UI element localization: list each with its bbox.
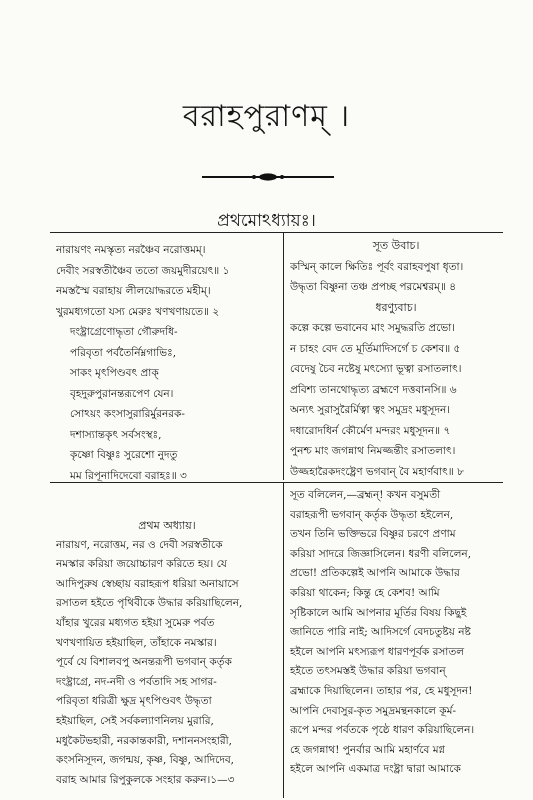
verse-line: উদ্ধৃতা বিষ্ণুনা তঞ্চ প্রপচ্ছ পরমেশ্বরম্॥ ৪ xyxy=(290,281,457,293)
prose-line: হে জগন্নাথ! পুনর্বার আমি মহার্ণবে মগ্ন xyxy=(290,743,445,756)
prose-line: প্রভো! প্রতিকল্পেই আপনি আমাকে উদ্ধার xyxy=(290,567,460,580)
verse-line: কস্মিন্ কালে ক্ষিতিঃ পূর্বং বরাহবপুষা ধৃতা। xyxy=(290,260,464,273)
verse-line: দেবীং সরস্বতীঞ্চৈব ততো জয়মুদীরয়েৎ॥ ১ xyxy=(56,264,230,277)
verse-line: সাকং মৃৎপিণ্ডবৎ প্রাক্ xyxy=(70,367,159,379)
top-rule xyxy=(50,232,503,233)
prose-line: তখন তিনি ভক্তিভরে বিষ্ণুর চরণে প্রণাম xyxy=(290,528,456,541)
prose-line: দংষ্ট্রাগ্রে, নদ-নদী ও পর্বতাদি সহ সাগর- xyxy=(56,675,217,688)
verse-line: নমস্তস্মৈ বরাহায় লীলয়োদ্ধরতে মহীম্। xyxy=(56,285,211,297)
verse-line: মম রিপূনাদিদেবো বরাহঃ॥ ৩ xyxy=(70,469,187,482)
verse-line: খুরমধ্যগতো যস্য মেরুঃ খণখণায়তে॥ ২ xyxy=(56,305,220,318)
prose-line: ব্রহ্মাকে দিয়াছিলেন। তাহার পর, হে মধুসূদন! xyxy=(290,684,473,697)
prose-line: নারায়ণ, নরোত্তম, নর ও দেবী সরস্বতীকে xyxy=(56,538,223,551)
verse-line: কৃষ্ণো বিষ্ণুঃ সুরেশো নুদতু xyxy=(70,449,178,461)
verse-line: পুনশ্চ মাং জগন্নাথ নিমজ্জন্তীং রসাতলাৎ। xyxy=(290,445,456,457)
verse-line: অন্যৎ সুরাসুরৈর্মিত্বা ত্বং সমুদ্রং মধুসূদন। xyxy=(290,404,451,416)
chapter-heading: প্রথমোঽধ্যায়ঃ। xyxy=(217,211,316,231)
prose-line: পরিবৃতা ধরিত্রী ক্ষুদ্র মৃৎপিণ্ডবৎ উদ্ধৃতা xyxy=(56,695,212,708)
prose-line: মধুকৈটভহারী, নরকান্তকারী, দশাননসংহারী, xyxy=(56,734,232,747)
verse-line: প্রবিশ্য তানথোদ্ধৃত্য ব্রহ্মণে দত্তবানসি॥ ৬ xyxy=(290,383,457,396)
prose-line: হইয়াছিল, সেই সর্বকল্যাণনিলয় মুরারি, xyxy=(56,714,214,727)
prose-line: রসাতল হইতে পৃথিবীকে উদ্ধার করিয়াছিলেন, xyxy=(56,597,243,610)
prose-line: করিয়া থাকেন; কিন্তু হে কেশব! আমি xyxy=(290,586,440,599)
column-divider-top xyxy=(283,232,284,480)
bengali-translation-right xyxy=(290,486,502,780)
prose-line: পূর্বে যে বিশালবপু অনন্তরূপী ভগবান্ কর্তৃক xyxy=(56,656,232,669)
prose-line: হইতে তৎসমস্তই উদ্ধার করিয়া ভগবান্ xyxy=(290,665,446,678)
bengali-translation-left xyxy=(56,516,278,790)
verse-line: বেদেষু চৈব নষ্টেষু মৎস্যো ভূত্বা রসাতলাৎ। xyxy=(290,363,462,375)
verse-line: দশাস্যান্তকৃৎ সর্বসংস্থঃ, xyxy=(70,428,162,441)
sanskrit-verses-left xyxy=(56,240,278,486)
verse-line: সোঽয়ং কংসাসুরারির্মুরনরক- xyxy=(70,408,185,420)
verse-line: পরিবৃতা পর্বতৈর্নিম্নগাভিঃ, xyxy=(70,346,177,359)
translation-heading: প্রথম অধ্যায়। xyxy=(138,519,196,532)
prose-line: সৃষ্টিকালে আমি আপনার মূর্তির বিষয় কিছুই xyxy=(290,606,467,619)
prose-line: খণখণায়িত হইয়াছিল, তাঁহাকে নমস্কার। xyxy=(56,636,217,649)
verse-line: বৃহদুরুপুরানন্তরূপেণ যেন। xyxy=(70,387,174,400)
prose-line: আপনি দেবাসুর-কৃত সমুদ্রমন্থনকালে কূর্ম- xyxy=(290,704,457,717)
prose-line: সূত বলিলেন,—ব্রহ্মন্! কখন বসুমতী xyxy=(290,489,441,501)
speaker-heading: সূত উবাচ। xyxy=(372,239,420,252)
prose-line: হইলে আপনি মৎস্যরূপ ধারণপূর্বক রসাতল xyxy=(290,645,465,658)
page-title: বরাহপুরাণম্ । xyxy=(182,99,351,134)
verse-line: নারায়ণং নমস্কৃত্য নরঞ্চৈব নরোত্তমম্। xyxy=(56,244,206,256)
prose-line: আদিপুরুষ স্বেচ্ছায় বরাহরূপ ধরিয়া অনায়াসে xyxy=(56,577,239,590)
prose-line: বরাহ আমার রিপুকুলকে সংহার করুন।১—৩ xyxy=(56,773,235,786)
verse-line: কল্পে কল্পে ভবানেব মাং সমুদ্ধরতি প্রভো। xyxy=(290,322,456,334)
verse-line: উজ্জহারৈকদংষ্ট্রেণ ভগবান্ বৈ মহার্ণবাৎ॥ ৮ xyxy=(290,465,464,478)
ornament-divider xyxy=(198,172,338,182)
prose-line: হইলে আপনি একমাত্র দংষ্ট্রা দ্বারা আমাকে xyxy=(290,763,461,776)
prose-line: জানিতে পারি নাই; আদিসর্গে বেদচতুষ্টয় নষ্ট xyxy=(290,626,471,639)
verse-line: দধারোদধির্ন কৌর্মেণ মন্দরং মধুসূদন॥ ৭ xyxy=(290,424,451,437)
verse-line: ন চাহং বেদ তে মূর্তিমাদিসর্গে চ কেশব॥ ৫ xyxy=(290,342,461,355)
prose-line: কংসনিসূদন, জগন্ময়, কৃষ্ণ, বিষ্ণু, আদিদেব, xyxy=(56,754,235,767)
prose-line: নমস্কার করিয়া জয়োচ্চারণ করিতে হয়। যে xyxy=(56,558,227,571)
speaker-heading: ধরণ্যুবাচ। xyxy=(375,300,417,314)
column-divider-bottom xyxy=(283,482,284,798)
prose-line: যাঁহার খুরের মধ্যগত হইয়া সুমেরু পর্বত xyxy=(56,616,215,629)
prose-line: রূপে মন্দর পর্বতকে পৃষ্ঠে ধারণ করিয়াছিলেন। xyxy=(290,724,475,737)
sanskrit-verses-right xyxy=(290,236,502,482)
prose-line: বরাহরূপী ভগবান্ কর্তৃক উদ্ধৃতা হইলেন, xyxy=(290,508,454,521)
verse-line: দংষ্ট্রাগ্রেণোদ্ধৃতা গৌরুদধি- xyxy=(70,326,178,338)
prose-line: করিয়া সাদরে জিজ্ঞাসিলেন। ধরণী বলিলেন, xyxy=(290,547,472,560)
